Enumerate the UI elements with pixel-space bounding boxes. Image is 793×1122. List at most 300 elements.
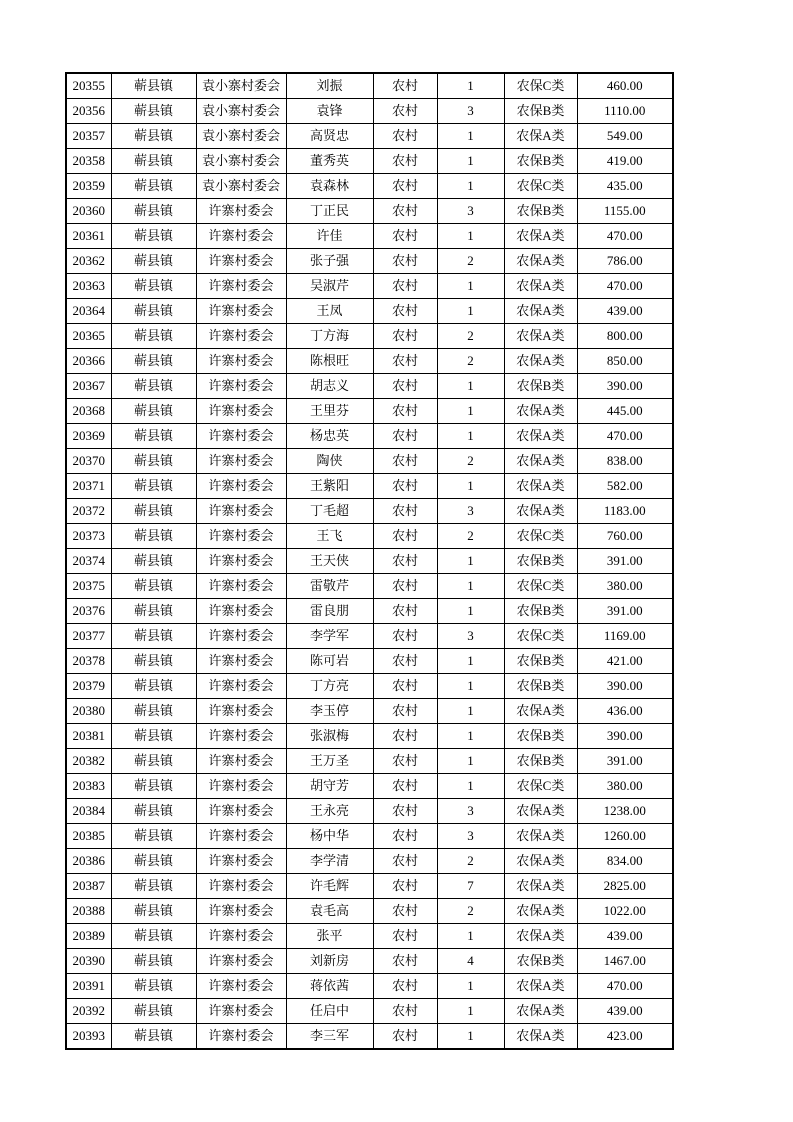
cell-village: 许寨村委会 bbox=[196, 449, 286, 474]
cell-id: 20355 bbox=[66, 73, 111, 99]
cell-count: 1 bbox=[437, 774, 504, 799]
table-row bbox=[66, 749, 673, 774]
cell-residence: 农村 bbox=[373, 174, 437, 199]
cell-village: 许寨村委会 bbox=[196, 474, 286, 499]
table-row bbox=[66, 224, 673, 249]
table-row bbox=[66, 73, 673, 99]
cell-amount: 439.00 bbox=[577, 299, 673, 324]
table-row bbox=[66, 849, 673, 874]
cell-town: 蕲县镇 bbox=[111, 224, 196, 249]
cell-amount: 436.00 bbox=[577, 699, 673, 724]
cell-id: 20365 bbox=[66, 324, 111, 349]
cell-amount: 380.00 bbox=[577, 574, 673, 599]
cell-count: 2 bbox=[437, 524, 504, 549]
table-row bbox=[66, 149, 673, 174]
cell-name: 刘振 bbox=[286, 73, 373, 99]
cell-name: 蒋依茜 bbox=[286, 974, 373, 999]
cell-id: 20371 bbox=[66, 474, 111, 499]
cell-amount: 549.00 bbox=[577, 124, 673, 149]
cell-village: 许寨村委会 bbox=[196, 974, 286, 999]
cell-residence: 农村 bbox=[373, 949, 437, 974]
cell-count: 3 bbox=[437, 799, 504, 824]
table-row bbox=[66, 899, 673, 924]
cell-amount: 390.00 bbox=[577, 724, 673, 749]
cell-id: 20390 bbox=[66, 949, 111, 974]
table-row bbox=[66, 599, 673, 624]
table-row bbox=[66, 199, 673, 224]
cell-id: 20374 bbox=[66, 549, 111, 574]
cell-residence: 农村 bbox=[373, 899, 437, 924]
cell-residence: 农村 bbox=[373, 699, 437, 724]
table-row bbox=[66, 524, 673, 549]
cell-residence: 农村 bbox=[373, 549, 437, 574]
cell-name: 杨忠英 bbox=[286, 424, 373, 449]
cell-name: 雷良朋 bbox=[286, 599, 373, 624]
cell-id: 20367 bbox=[66, 374, 111, 399]
cell-id: 20372 bbox=[66, 499, 111, 524]
cell-town: 蕲县镇 bbox=[111, 99, 196, 124]
cell-id: 20391 bbox=[66, 974, 111, 999]
cell-residence: 农村 bbox=[373, 399, 437, 424]
cell-name: 张淑梅 bbox=[286, 724, 373, 749]
cell-village: 许寨村委会 bbox=[196, 749, 286, 774]
cell-amount: 1238.00 bbox=[577, 799, 673, 824]
cell-category: 农保A类 bbox=[504, 499, 577, 524]
cell-count: 1 bbox=[437, 574, 504, 599]
cell-village: 许寨村委会 bbox=[196, 249, 286, 274]
table-row bbox=[66, 799, 673, 824]
cell-village: 许寨村委会 bbox=[196, 874, 286, 899]
cell-id: 20376 bbox=[66, 599, 111, 624]
cell-village: 袁小寨村委会 bbox=[196, 174, 286, 199]
cell-name: 刘新房 bbox=[286, 949, 373, 974]
cell-town: 蕲县镇 bbox=[111, 324, 196, 349]
table-row bbox=[66, 1024, 673, 1050]
cell-count: 1 bbox=[437, 299, 504, 324]
cell-village: 许寨村委会 bbox=[196, 349, 286, 374]
cell-count: 1 bbox=[437, 474, 504, 499]
table-row bbox=[66, 874, 673, 899]
cell-amount: 439.00 bbox=[577, 999, 673, 1024]
cell-residence: 农村 bbox=[373, 924, 437, 949]
cell-count: 1 bbox=[437, 999, 504, 1024]
cell-residence: 农村 bbox=[373, 324, 437, 349]
cell-town: 蕲县镇 bbox=[111, 674, 196, 699]
cell-residence: 农村 bbox=[373, 249, 437, 274]
cell-category: 农保A类 bbox=[504, 999, 577, 1024]
cell-amount: 391.00 bbox=[577, 549, 673, 574]
cell-amount: 419.00 bbox=[577, 149, 673, 174]
table-row bbox=[66, 974, 673, 999]
table-row bbox=[66, 924, 673, 949]
cell-town: 蕲县镇 bbox=[111, 249, 196, 274]
table-row bbox=[66, 299, 673, 324]
cell-category: 农保A类 bbox=[504, 474, 577, 499]
cell-category: 农保A类 bbox=[504, 124, 577, 149]
table-row bbox=[66, 774, 673, 799]
cell-town: 蕲县镇 bbox=[111, 1024, 196, 1050]
cell-village: 许寨村委会 bbox=[196, 799, 286, 824]
cell-amount: 786.00 bbox=[577, 249, 673, 274]
cell-id: 20387 bbox=[66, 874, 111, 899]
cell-residence: 农村 bbox=[373, 73, 437, 99]
cell-category: 农保A类 bbox=[504, 399, 577, 424]
cell-name: 王凤 bbox=[286, 299, 373, 324]
cell-name: 李三军 bbox=[286, 1024, 373, 1050]
cell-village: 许寨村委会 bbox=[196, 774, 286, 799]
cell-residence: 农村 bbox=[373, 674, 437, 699]
cell-town: 蕲县镇 bbox=[111, 724, 196, 749]
cell-id: 20379 bbox=[66, 674, 111, 699]
cell-town: 蕲县镇 bbox=[111, 824, 196, 849]
cell-id: 20380 bbox=[66, 699, 111, 724]
cell-amount: 582.00 bbox=[577, 474, 673, 499]
cell-count: 1 bbox=[437, 274, 504, 299]
cell-count: 4 bbox=[437, 949, 504, 974]
table-row bbox=[66, 374, 673, 399]
table-row bbox=[66, 999, 673, 1024]
cell-village: 袁小寨村委会 bbox=[196, 149, 286, 174]
cell-name: 袁森林 bbox=[286, 174, 373, 199]
cell-village: 许寨村委会 bbox=[196, 849, 286, 874]
cell-residence: 农村 bbox=[373, 1024, 437, 1050]
cell-amount: 850.00 bbox=[577, 349, 673, 374]
cell-village: 袁小寨村委会 bbox=[196, 73, 286, 99]
cell-category: 农保A类 bbox=[504, 924, 577, 949]
cell-amount: 1022.00 bbox=[577, 899, 673, 924]
cell-id: 20378 bbox=[66, 649, 111, 674]
cell-amount: 2825.00 bbox=[577, 874, 673, 899]
cell-id: 20362 bbox=[66, 249, 111, 274]
cell-count: 1 bbox=[437, 124, 504, 149]
cell-town: 蕲县镇 bbox=[111, 899, 196, 924]
cell-village: 许寨村委会 bbox=[196, 399, 286, 424]
payment-table-body bbox=[66, 73, 673, 1049]
cell-name: 丁方海 bbox=[286, 324, 373, 349]
cell-count: 1 bbox=[437, 73, 504, 99]
cell-amount: 380.00 bbox=[577, 774, 673, 799]
cell-name: 董秀英 bbox=[286, 149, 373, 174]
cell-amount: 391.00 bbox=[577, 749, 673, 774]
cell-town: 蕲县镇 bbox=[111, 474, 196, 499]
cell-count: 7 bbox=[437, 874, 504, 899]
cell-id: 20382 bbox=[66, 749, 111, 774]
cell-id: 20389 bbox=[66, 924, 111, 949]
cell-name: 胡守芳 bbox=[286, 774, 373, 799]
cell-amount: 1467.00 bbox=[577, 949, 673, 974]
cell-category: 农保A类 bbox=[504, 699, 577, 724]
cell-residence: 农村 bbox=[373, 224, 437, 249]
table-row bbox=[66, 549, 673, 574]
cell-category: 农保C类 bbox=[504, 73, 577, 99]
cell-category: 农保B类 bbox=[504, 549, 577, 574]
cell-residence: 农村 bbox=[373, 374, 437, 399]
table-row bbox=[66, 724, 673, 749]
cell-residence: 农村 bbox=[373, 449, 437, 474]
cell-count: 1 bbox=[437, 924, 504, 949]
cell-category: 农保A类 bbox=[504, 899, 577, 924]
cell-village: 许寨村委会 bbox=[196, 299, 286, 324]
cell-town: 蕲县镇 bbox=[111, 399, 196, 424]
cell-name: 丁方亮 bbox=[286, 674, 373, 699]
cell-name: 王紫阳 bbox=[286, 474, 373, 499]
cell-category: 农保B类 bbox=[504, 599, 577, 624]
cell-town: 蕲县镇 bbox=[111, 374, 196, 399]
cell-name: 张子强 bbox=[286, 249, 373, 274]
cell-village: 许寨村委会 bbox=[196, 324, 286, 349]
cell-residence: 农村 bbox=[373, 274, 437, 299]
cell-name: 李玉停 bbox=[286, 699, 373, 724]
cell-count: 1 bbox=[437, 974, 504, 999]
table-row bbox=[66, 949, 673, 974]
cell-id: 20357 bbox=[66, 124, 111, 149]
cell-count: 3 bbox=[437, 824, 504, 849]
cell-residence: 农村 bbox=[373, 349, 437, 374]
cell-name: 任启中 bbox=[286, 999, 373, 1024]
table-row bbox=[66, 324, 673, 349]
cell-town: 蕲县镇 bbox=[111, 424, 196, 449]
cell-category: 农保B类 bbox=[504, 949, 577, 974]
cell-category: 农保A类 bbox=[504, 799, 577, 824]
cell-count: 2 bbox=[437, 349, 504, 374]
cell-name: 王飞 bbox=[286, 524, 373, 549]
cell-category: 农保B类 bbox=[504, 199, 577, 224]
cell-count: 1 bbox=[437, 599, 504, 624]
cell-residence: 农村 bbox=[373, 299, 437, 324]
cell-town: 蕲县镇 bbox=[111, 574, 196, 599]
cell-category: 农保A类 bbox=[504, 249, 577, 274]
cell-town: 蕲县镇 bbox=[111, 699, 196, 724]
cell-name: 陶侠 bbox=[286, 449, 373, 474]
cell-count: 1 bbox=[437, 549, 504, 574]
cell-count: 1 bbox=[437, 224, 504, 249]
cell-residence: 农村 bbox=[373, 599, 437, 624]
cell-count: 1 bbox=[437, 174, 504, 199]
cell-name: 陈可岩 bbox=[286, 649, 373, 674]
cell-id: 20356 bbox=[66, 99, 111, 124]
cell-count: 1 bbox=[437, 749, 504, 774]
cell-amount: 421.00 bbox=[577, 649, 673, 674]
cell-count: 1 bbox=[437, 699, 504, 724]
payment-table bbox=[65, 72, 674, 1050]
cell-village: 许寨村委会 bbox=[196, 999, 286, 1024]
cell-amount: 390.00 bbox=[577, 674, 673, 699]
cell-id: 20393 bbox=[66, 1024, 111, 1050]
cell-village: 许寨村委会 bbox=[196, 574, 286, 599]
cell-village: 许寨村委会 bbox=[196, 949, 286, 974]
cell-residence: 农村 bbox=[373, 999, 437, 1024]
cell-town: 蕲县镇 bbox=[111, 949, 196, 974]
cell-category: 农保A类 bbox=[504, 224, 577, 249]
cell-town: 蕲县镇 bbox=[111, 599, 196, 624]
cell-town: 蕲县镇 bbox=[111, 974, 196, 999]
cell-category: 农保C类 bbox=[504, 524, 577, 549]
table-row bbox=[66, 274, 673, 299]
cell-amount: 390.00 bbox=[577, 374, 673, 399]
cell-amount: 460.00 bbox=[577, 73, 673, 99]
cell-count: 2 bbox=[437, 899, 504, 924]
cell-category: 农保A类 bbox=[504, 824, 577, 849]
cell-amount: 470.00 bbox=[577, 224, 673, 249]
cell-id: 20361 bbox=[66, 224, 111, 249]
cell-amount: 1260.00 bbox=[577, 824, 673, 849]
cell-category: 农保A类 bbox=[504, 849, 577, 874]
cell-village: 许寨村委会 bbox=[196, 924, 286, 949]
cell-id: 20359 bbox=[66, 174, 111, 199]
cell-town: 蕲县镇 bbox=[111, 299, 196, 324]
cell-category: 农保A类 bbox=[504, 874, 577, 899]
table-row bbox=[66, 424, 673, 449]
cell-name: 雷敬芹 bbox=[286, 574, 373, 599]
table-row bbox=[66, 624, 673, 649]
cell-residence: 农村 bbox=[373, 849, 437, 874]
cell-village: 许寨村委会 bbox=[196, 824, 286, 849]
cell-residence: 农村 bbox=[373, 799, 437, 824]
cell-village: 许寨村委会 bbox=[196, 274, 286, 299]
cell-category: 农保A类 bbox=[504, 324, 577, 349]
cell-count: 1 bbox=[437, 424, 504, 449]
cell-village: 许寨村委会 bbox=[196, 724, 286, 749]
table-row bbox=[66, 99, 673, 124]
cell-residence: 农村 bbox=[373, 824, 437, 849]
cell-town: 蕲县镇 bbox=[111, 999, 196, 1024]
table-row bbox=[66, 699, 673, 724]
table-row bbox=[66, 449, 673, 474]
cell-village: 许寨村委会 bbox=[196, 549, 286, 574]
cell-village: 许寨村委会 bbox=[196, 199, 286, 224]
cell-amount: 470.00 bbox=[577, 424, 673, 449]
cell-category: 农保B类 bbox=[504, 749, 577, 774]
cell-id: 20370 bbox=[66, 449, 111, 474]
cell-count: 2 bbox=[437, 849, 504, 874]
cell-residence: 农村 bbox=[373, 149, 437, 174]
cell-village: 袁小寨村委会 bbox=[196, 124, 286, 149]
cell-id: 20368 bbox=[66, 399, 111, 424]
cell-id: 20358 bbox=[66, 149, 111, 174]
cell-town: 蕲县镇 bbox=[111, 199, 196, 224]
cell-village: 许寨村委会 bbox=[196, 624, 286, 649]
cell-amount: 800.00 bbox=[577, 324, 673, 349]
cell-village: 许寨村委会 bbox=[196, 699, 286, 724]
table-row bbox=[66, 499, 673, 524]
cell-category: 农保B类 bbox=[504, 724, 577, 749]
cell-village: 许寨村委会 bbox=[196, 499, 286, 524]
cell-id: 20369 bbox=[66, 424, 111, 449]
cell-name: 丁毛超 bbox=[286, 499, 373, 524]
cell-category: 农保C类 bbox=[504, 174, 577, 199]
cell-name: 胡志义 bbox=[286, 374, 373, 399]
cell-town: 蕲县镇 bbox=[111, 774, 196, 799]
cell-name: 袁锋 bbox=[286, 99, 373, 124]
cell-town: 蕲县镇 bbox=[111, 549, 196, 574]
cell-amount: 423.00 bbox=[577, 1024, 673, 1050]
table-row bbox=[66, 674, 673, 699]
cell-category: 农保B类 bbox=[504, 649, 577, 674]
cell-id: 20366 bbox=[66, 349, 111, 374]
cell-residence: 农村 bbox=[373, 724, 437, 749]
cell-amount: 470.00 bbox=[577, 974, 673, 999]
cell-name: 张平 bbox=[286, 924, 373, 949]
cell-village: 许寨村委会 bbox=[196, 649, 286, 674]
cell-village: 许寨村委会 bbox=[196, 599, 286, 624]
cell-town: 蕲县镇 bbox=[111, 349, 196, 374]
cell-amount: 834.00 bbox=[577, 849, 673, 874]
cell-name: 李学军 bbox=[286, 624, 373, 649]
cell-town: 蕲县镇 bbox=[111, 124, 196, 149]
cell-town: 蕲县镇 bbox=[111, 174, 196, 199]
cell-category: 农保B类 bbox=[504, 99, 577, 124]
cell-residence: 农村 bbox=[373, 974, 437, 999]
cell-name: 许毛辉 bbox=[286, 874, 373, 899]
cell-count: 1 bbox=[437, 724, 504, 749]
cell-amount: 445.00 bbox=[577, 399, 673, 424]
cell-village: 许寨村委会 bbox=[196, 374, 286, 399]
cell-category: 农保A类 bbox=[504, 349, 577, 374]
table-row bbox=[66, 349, 673, 374]
cell-residence: 农村 bbox=[373, 749, 437, 774]
cell-category: 农保B类 bbox=[504, 149, 577, 174]
cell-residence: 农村 bbox=[373, 199, 437, 224]
cell-town: 蕲县镇 bbox=[111, 524, 196, 549]
cell-village: 袁小寨村委会 bbox=[196, 99, 286, 124]
cell-count: 3 bbox=[437, 199, 504, 224]
table-row bbox=[66, 249, 673, 274]
cell-category: 农保B类 bbox=[504, 674, 577, 699]
cell-town: 蕲县镇 bbox=[111, 73, 196, 99]
cell-category: 农保B类 bbox=[504, 374, 577, 399]
cell-town: 蕲县镇 bbox=[111, 624, 196, 649]
cell-residence: 农村 bbox=[373, 624, 437, 649]
cell-town: 蕲县镇 bbox=[111, 499, 196, 524]
cell-category: 农保A类 bbox=[504, 974, 577, 999]
cell-count: 1 bbox=[437, 149, 504, 174]
table-row bbox=[66, 124, 673, 149]
table-row bbox=[66, 574, 673, 599]
cell-amount: 439.00 bbox=[577, 924, 673, 949]
cell-name: 李学清 bbox=[286, 849, 373, 874]
cell-name: 高贤忠 bbox=[286, 124, 373, 149]
cell-amount: 470.00 bbox=[577, 274, 673, 299]
cell-village: 许寨村委会 bbox=[196, 899, 286, 924]
cell-residence: 农村 bbox=[373, 574, 437, 599]
cell-town: 蕲县镇 bbox=[111, 449, 196, 474]
cell-amount: 760.00 bbox=[577, 524, 673, 549]
cell-amount: 1155.00 bbox=[577, 199, 673, 224]
cell-amount: 435.00 bbox=[577, 174, 673, 199]
cell-residence: 农村 bbox=[373, 99, 437, 124]
cell-town: 蕲县镇 bbox=[111, 649, 196, 674]
cell-amount: 1110.00 bbox=[577, 99, 673, 124]
cell-name: 吴淑芹 bbox=[286, 274, 373, 299]
cell-category: 农保C类 bbox=[504, 574, 577, 599]
cell-town: 蕲县镇 bbox=[111, 799, 196, 824]
cell-id: 20375 bbox=[66, 574, 111, 599]
cell-name: 王里芬 bbox=[286, 399, 373, 424]
cell-category: 农保A类 bbox=[504, 424, 577, 449]
cell-id: 20384 bbox=[66, 799, 111, 824]
cell-id: 20383 bbox=[66, 774, 111, 799]
cell-residence: 农村 bbox=[373, 499, 437, 524]
table-row bbox=[66, 399, 673, 424]
cell-category: 农保A类 bbox=[504, 299, 577, 324]
cell-town: 蕲县镇 bbox=[111, 924, 196, 949]
cell-village: 许寨村委会 bbox=[196, 1024, 286, 1050]
cell-town: 蕲县镇 bbox=[111, 849, 196, 874]
cell-id: 20381 bbox=[66, 724, 111, 749]
cell-name: 许佳 bbox=[286, 224, 373, 249]
cell-village: 许寨村委会 bbox=[196, 424, 286, 449]
cell-count: 3 bbox=[437, 99, 504, 124]
